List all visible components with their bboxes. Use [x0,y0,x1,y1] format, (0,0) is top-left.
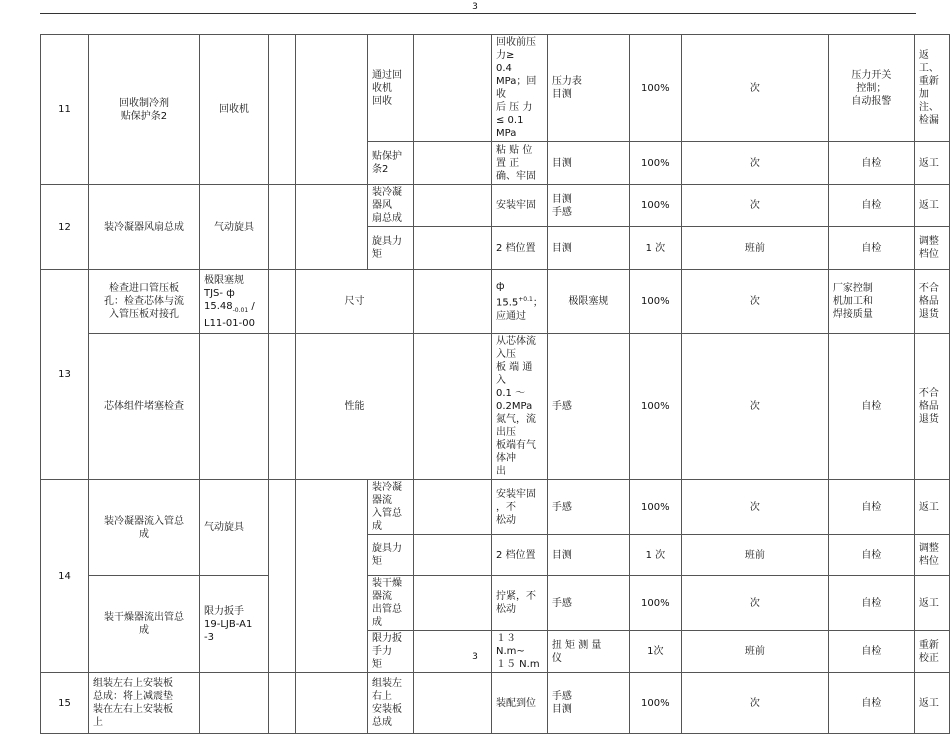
empty-cell [414,142,492,185]
process-name: 回收制冷剂 贴保护条2 [89,35,200,185]
check-item: 装冷凝器流 入管总成 [368,480,414,535]
characteristic: 尺寸 [296,270,414,334]
empty-cell [269,185,296,270]
table-row [41,673,950,734]
control-method: 自检 [828,673,914,734]
check-item: 旋具力矩 [368,535,414,576]
characteristic: 性能 [296,334,414,480]
method: 手感 [547,576,629,631]
empty-cell [414,227,492,270]
empty-cell [296,35,368,185]
process-name: 装冷凝器风扇总成 [89,185,200,270]
empty-cell [414,35,492,142]
method: 压力表 目测 [547,35,629,142]
frequency: 班前 [681,227,828,270]
spec: 从芯体流入压 板 端 通 入 0.1 ～ 0.2MPa 氮气，流出压 板端有气体冲 出 [492,334,548,480]
control-method: 厂家控制 机加工和 焊接质量 [828,270,914,334]
method: 目测 [547,142,629,185]
equipment: 极限塞规 TJS- ф $15.48_{-0.01}$ / L11-01-00 [200,270,269,334]
process-name: 组装左右上安装板 总成：将上减震垫 装在左右上安装板 上 [89,673,200,734]
frequency: 次 [681,142,828,185]
seq-number: 12 [41,185,89,270]
reaction-plan: 返工 [914,673,949,734]
method: 目测 手感 [547,185,629,227]
reaction-plan: 返工 [914,480,949,535]
spec: １３ N.m~ １５ N.m [492,631,548,673]
sample-size: 100% [629,673,681,734]
sample-size: 100% [629,270,681,334]
spec: 装配到位 [492,673,548,734]
empty-cell [200,334,269,480]
method: 目测 [547,227,629,270]
control-method: 自检 [828,185,914,227]
table-row [41,576,950,631]
control-method: 压力开关 控制； 自动报警 [828,35,914,142]
sample-size: 100% [629,576,681,631]
equipment: 气动旋具 [200,185,269,270]
frequency: 次 [681,35,828,142]
seq-number: 11 [41,35,89,185]
frequency: 班前 [681,535,828,576]
control-method: 自检 [828,576,914,631]
method: 极限塞规 [547,270,629,334]
method: 目测 [547,535,629,576]
spec: 2 档位置 [492,227,548,270]
control-method: 自检 [828,631,914,673]
empty-cell [296,185,368,270]
reaction-plan: 调整档位 [914,227,949,270]
check-item: 限力扳手力 矩 [368,631,414,673]
sample-size: 1 次 [629,227,681,270]
sample-size: 100% [629,142,681,185]
process-name: 装冷凝器流入管总 成 [89,480,200,576]
seq-number: 13 [41,270,89,480]
process-name: 芯体组件堵塞检查 [89,334,200,480]
method: 手感 [547,334,629,480]
seq-number: 15 [41,673,89,734]
control-method: 自检 [828,480,914,535]
empty-cell [414,334,492,480]
reaction-plan: 返工、重新加 注、检漏 [914,35,949,142]
frequency: 次 [681,480,828,535]
empty-cell [269,480,296,673]
spec: 2 档位置 [492,535,548,576]
frequency: 次 [681,334,828,480]
reaction-plan: 不合格品退货 [914,334,949,480]
process-control-table [40,34,950,734]
empty-cell [269,35,296,185]
control-method: 自检 [828,142,914,185]
empty-cell [269,673,296,734]
spec: 安装牢固 ，不 松动 [492,480,548,535]
check-item: 贴保护条2 [368,142,414,185]
empty-cell [414,673,492,734]
reaction-plan: 重新校正 [914,631,949,673]
page-number-bottom: 3 [472,652,478,662]
reaction-plan: 返工 [914,185,949,227]
table-row [41,480,950,535]
sample-size: 100% [629,35,681,142]
empty-cell [269,270,296,334]
reaction-plan: 返工 [914,576,949,631]
check-item: 装冷凝器风 扇总成 [368,185,414,227]
spec: 粘 贴 位 置 正 确、牢固 [492,142,548,185]
method: 扭 矩 测 量 仪 [547,631,629,673]
method: 手感 目测 [547,673,629,734]
frequency: 次 [681,185,828,227]
empty-cell [296,673,368,734]
sample-size: 100% [629,480,681,535]
empty-cell [414,576,492,631]
reaction-plan: 返工 [914,142,949,185]
header-rule [40,13,916,14]
equipment: 气动旋具 [200,480,269,576]
page-number-top: 3 [472,2,478,12]
seq-number: 14 [41,480,89,673]
process-name: 装干燥器流出管总 成 [89,576,200,673]
empty-cell [414,185,492,227]
empty-cell [269,334,296,480]
equipment: 回收机 [200,35,269,185]
empty-cell [414,535,492,576]
frequency: 次 [681,270,828,334]
sample-size: 1次 [629,631,681,673]
empty-cell [200,673,269,734]
control-method: 自检 [828,535,914,576]
reaction-plan: 不合格品退货 [914,270,949,334]
empty-cell [414,270,492,334]
spec: 拧紧，不松动 [492,576,548,631]
check-item: 装干燥器流 出管总成 [368,576,414,631]
frequency: 班前 [681,631,828,673]
check-item: 通过回收机 回收 [368,35,414,142]
frequency: 次 [681,576,828,631]
check-item: 组装左右上 安装板总成 [368,673,414,734]
empty-cell [296,480,368,673]
equipment: 限力扳手 19-LJB-A1 -3 [200,576,269,673]
spec: 安装牢固 [492,185,548,227]
control-method: 自检 [828,227,914,270]
table-row [41,35,950,142]
table-row [41,270,950,334]
spec: 回收前压力≥ 0.4 MPa；回收 后 压 力 ≤ 0.1 MPa [492,35,548,142]
frequency: 次 [681,673,828,734]
spec: ф $15.5^{+0.1}$； 应通过 [492,270,548,334]
control-method: 自检 [828,334,914,480]
process-name: 检查进口管压板 孔：检查芯体与流 入管压板对接孔 [89,270,200,334]
sample-size: 100% [629,334,681,480]
reaction-plan: 调整档位 [914,535,949,576]
table-row [41,334,950,480]
sample-size: 1 次 [629,535,681,576]
check-item: 旋具力矩 [368,227,414,270]
table-row [41,185,950,227]
method: 手感 [547,480,629,535]
empty-cell [414,480,492,535]
sample-size: 100% [629,185,681,227]
